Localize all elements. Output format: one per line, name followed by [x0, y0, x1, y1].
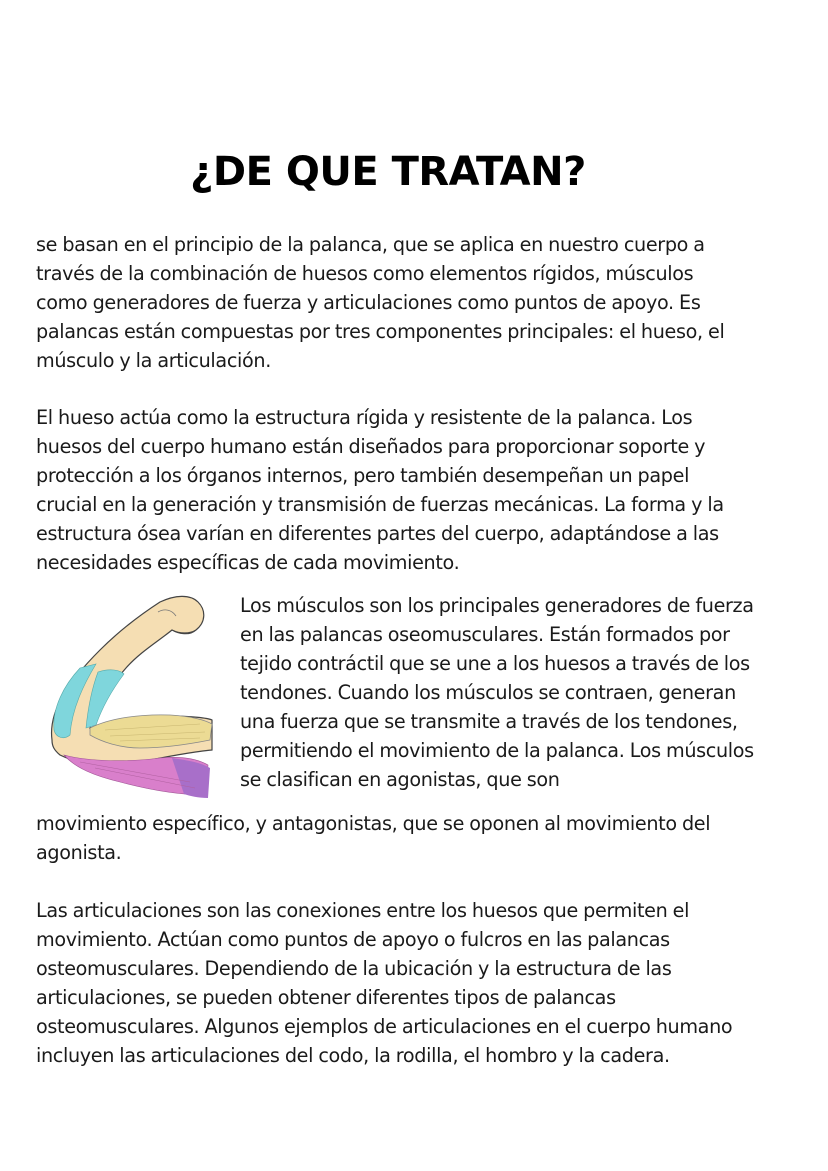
text-line: protección a los órganos internos, pero también desempeñan un papel — [36, 464, 690, 487]
text-line: huesos del cuerpo humano están diseñados para proporcionar soporte y — [36, 435, 706, 458]
paragraph-muscles — [240, 591, 800, 794]
paragraph-intro — [36, 230, 796, 375]
paragraph-joints — [36, 896, 796, 1070]
text-line: osteomusculares. Dependiendo de la ubicación y la estructura de las — [36, 957, 672, 980]
text-line: en las palancas oseomusculares. Están formados por — [240, 623, 730, 646]
text-line: osteomusculares. Algunos ejemplos de articulaciones en el cuerpo humano — [36, 1015, 733, 1038]
text-line: articulaciones, se pueden obtener diferentes tipos de palancas — [36, 986, 616, 1009]
text-line: estructura ósea varían en diferentes partes del cuerpo, adaptándose a las — [36, 522, 719, 545]
text-line: tendones. Cuando los músculos se contraen, generan — [240, 681, 736, 704]
text-line: crucial en la generación y transmisión de fuerzas mecánicas. La forma y la — [36, 493, 724, 516]
text-line: se basan en el principio de la palanca, que se aplica en nuestro cuerpo a — [36, 233, 705, 256]
text-line: Los músculos son los principales generadores de fuerza — [240, 594, 754, 617]
paragraph-muscles-continued — [36, 809, 796, 867]
paragraph-bone — [36, 403, 796, 577]
text-line: tejido contráctil que se une a los huesos a través de los — [240, 652, 750, 675]
text-line: movimiento. Actúan como puntos de apoyo o fulcros en las palancas — [36, 928, 670, 951]
page-title: ¿DE QUE TRATAN? — [190, 149, 586, 195]
text-line: movimiento específico, y antagonistas, que se oponen al movimiento del — [36, 812, 711, 835]
text-line: necesidades específicas de cada movimiento. — [36, 551, 460, 574]
text-line: Las articulaciones son las conexiones entre los huesos que permiten el — [36, 899, 690, 922]
text-line: se clasifican en agonistas, que son — [240, 768, 560, 791]
arm-icon — [40, 590, 216, 802]
text-line: como generadores de fuerza y articulaciones como puntos de apoyo. Es — [36, 291, 701, 314]
flexed-arm-muscles-illustration — [40, 590, 216, 802]
text-line: músculo y la articulación. — [36, 349, 271, 372]
text-line: una fuerza que se transmite a través de los tendones, — [240, 710, 738, 733]
text-line: permitiendo el movimiento de la palanca. Los músculos — [240, 739, 754, 762]
text-line: El hueso actúa como la estructura rígida y resistente de la palanca. Los — [36, 406, 693, 429]
text-line: incluyen las articulaciones del codo, la rodilla, el hombro y la cadera. — [36, 1044, 670, 1067]
text-line: agonista. — [36, 841, 122, 864]
text-line: través de la combinación de huesos como elementos rígidos, músculos — [36, 262, 694, 285]
text-line: palancas están compuestas por tres componentes principales: el hueso, el — [36, 320, 725, 343]
